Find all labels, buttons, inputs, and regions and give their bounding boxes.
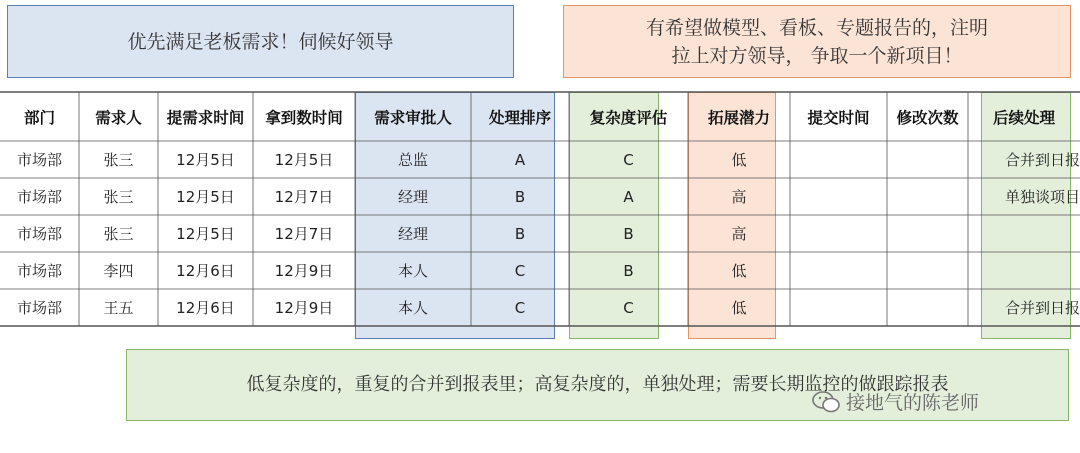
table-cell: 张三 xyxy=(103,188,134,206)
table-cell: 经理 xyxy=(397,188,428,206)
table-cell: 单独谈项目 xyxy=(1004,188,1080,206)
table-cell: 12月7日 xyxy=(274,225,334,243)
table-header-cell: 部门 xyxy=(23,108,55,127)
watermark xyxy=(812,388,979,415)
table-cell: C xyxy=(514,298,526,317)
table-cell xyxy=(790,215,887,252)
table-header-cell: 拓展潜力 xyxy=(707,108,770,127)
table-header-cell: 后续处理 xyxy=(992,108,1055,127)
table-cell: 市场部 xyxy=(16,188,62,206)
table-header-cell: 拿到数时间 xyxy=(265,108,343,127)
note-boss-priority-text: 优先满足老板需求！伺候好领导 xyxy=(127,30,394,53)
table-cell xyxy=(887,289,968,326)
table-cell: A xyxy=(623,187,634,206)
table-cell: C xyxy=(623,150,634,169)
table-cell xyxy=(968,252,1080,289)
table-cell: 市场部 xyxy=(16,151,62,169)
table-header-cell: 提需求时间 xyxy=(166,108,245,127)
table-cell: 合并到日报 xyxy=(1004,151,1080,169)
table-cell: 低 xyxy=(731,151,747,169)
table-cell: 12月6日 xyxy=(176,262,235,280)
table-cell: 12月6日 xyxy=(176,299,235,317)
table-cell: B xyxy=(623,261,634,280)
table-cell xyxy=(887,252,968,289)
table-cell xyxy=(790,289,887,326)
table-cell xyxy=(790,178,887,215)
table-cell: 李四 xyxy=(103,262,134,280)
table-header-cell: 复杂度评估 xyxy=(589,108,668,127)
table-cell: B xyxy=(623,224,634,243)
table-cell xyxy=(790,141,887,178)
table-cell: 高 xyxy=(731,188,747,206)
table-header-cell: 修改次数 xyxy=(896,108,959,127)
table-cell: 王五 xyxy=(103,299,134,317)
table-cell: 市场部 xyxy=(16,262,62,280)
table-cell: 低 xyxy=(731,299,747,317)
table-header-cell: 处理排序 xyxy=(488,108,551,127)
table-cell: 12月9日 xyxy=(274,262,334,280)
table-cell: A xyxy=(514,150,526,169)
table-cell: B xyxy=(514,187,526,206)
table-cell: C xyxy=(514,261,526,280)
table-cell xyxy=(887,141,968,178)
table-header-cell: 提交时间 xyxy=(807,108,870,127)
table-cell: 经理 xyxy=(397,225,428,243)
table-header-cell: 需求人 xyxy=(95,108,142,127)
table-cell: 12月9日 xyxy=(274,299,334,317)
table-cell: 市场部 xyxy=(16,299,62,317)
table-cell xyxy=(887,178,968,215)
wechat-icon xyxy=(812,391,840,413)
watermark-text: 接地气的陈老师 xyxy=(846,392,980,414)
table-cell: 总监 xyxy=(397,151,428,169)
table-cell: 低 xyxy=(731,262,747,280)
table-cell: 张三 xyxy=(103,151,134,169)
table-cell: 高 xyxy=(731,225,747,243)
note-processing-rule-text: 低复杂度的，重复的合并到报表里；高复杂度的，单独处理；需要长期监控的做跟踪报表 xyxy=(246,374,949,395)
table-header-cell: 需求审批人 xyxy=(374,108,452,127)
table-cell xyxy=(887,215,968,252)
table-cell: 张三 xyxy=(103,225,134,243)
table-cell xyxy=(968,215,1080,252)
table-cell xyxy=(790,252,887,289)
table-cell: B xyxy=(514,224,526,243)
table-cell: 本人 xyxy=(397,262,428,280)
table-cell: 12月5日 xyxy=(176,188,235,206)
note-new-project-line1: 有希望做模型、看板、专题报告的，注明 xyxy=(645,16,988,39)
table-cell: 合并到日报 xyxy=(1004,299,1080,317)
table-cell: 12月7日 xyxy=(274,188,334,206)
table-cell: 本人 xyxy=(397,299,428,317)
note-new-project-line2: 拉上对方领导， 争取一个新项目！ xyxy=(671,44,963,67)
table-cell: 12月5日 xyxy=(176,225,235,243)
table-cell: 12月5日 xyxy=(274,151,334,169)
table-cell: 12月5日 xyxy=(176,151,235,169)
table-cell: 市场部 xyxy=(16,225,62,243)
table-cell: C xyxy=(623,298,634,317)
